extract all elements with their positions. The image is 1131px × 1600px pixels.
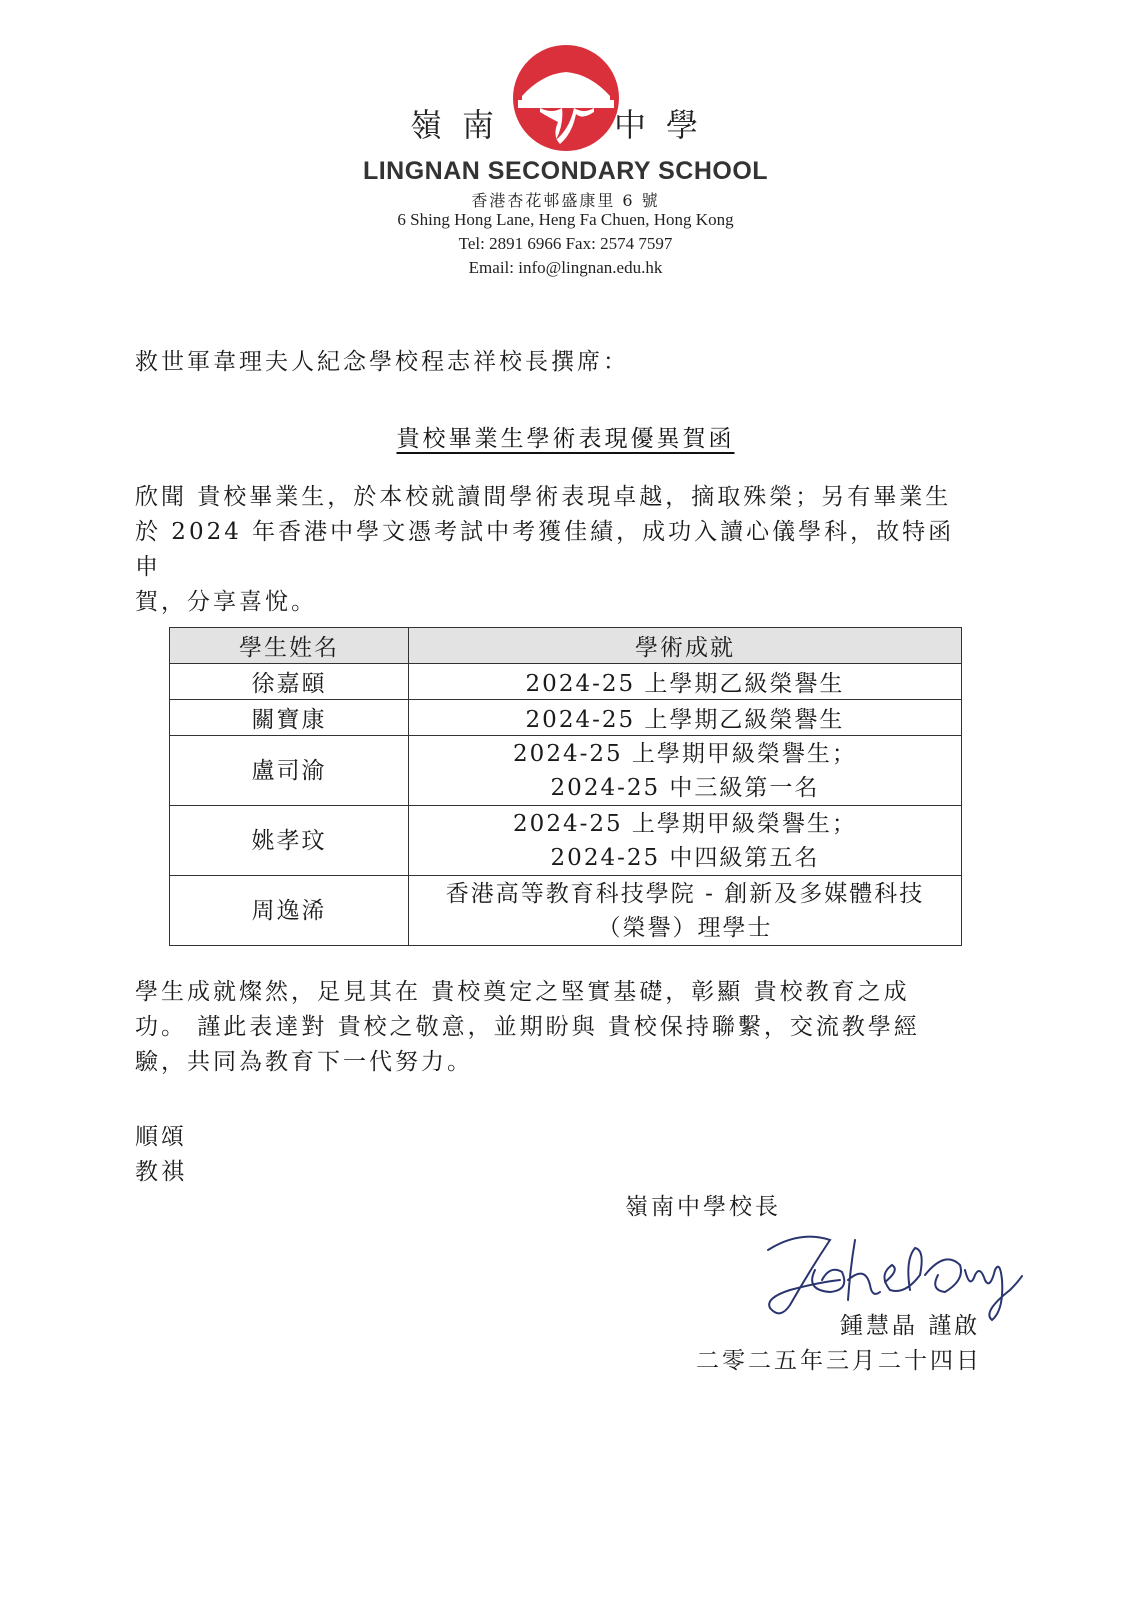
table-row bbox=[170, 664, 962, 700]
achievement-line: 2024-25 上學期乙級榮譽生 bbox=[525, 707, 845, 733]
closing-paragraph bbox=[135, 975, 975, 1080]
achievement-cell bbox=[409, 806, 962, 876]
intro-line-3: 賀，分享喜悅。 bbox=[135, 589, 317, 615]
closing-line-3: 驗，共同為教育下一代努力。 bbox=[135, 1049, 473, 1075]
school-name-cn-char-2: 南 bbox=[462, 106, 495, 144]
achievement-line: 2024-25 上學期乙級榮譽生 bbox=[525, 671, 845, 697]
achievement-table bbox=[169, 627, 962, 946]
school-name-cn-char-3: 中 bbox=[614, 106, 647, 144]
achievement-line: 香港高等教育科技學院 - 創新及多媒體科技 bbox=[445, 880, 925, 907]
achievement-cell bbox=[409, 736, 962, 806]
intro-line-1: 欣聞 貴校畢業生，於本校就讀間學術表現卓越，摘取殊榮；另有畢業生 bbox=[135, 484, 952, 510]
achievement-cell bbox=[409, 700, 962, 736]
sender-name: 鍾慧晶 謹啟 bbox=[840, 1313, 981, 1339]
student-name: 關寶康 bbox=[170, 700, 409, 736]
achievement-line: 2024-25 上學期甲級榮譽生； bbox=[513, 740, 857, 767]
table-row bbox=[170, 700, 962, 736]
letter-date: 二零二五年三月二十四日 bbox=[696, 1348, 982, 1374]
regards-line-2: 教祺 bbox=[135, 1159, 187, 1185]
achievement-cell bbox=[409, 664, 962, 700]
sender-title: 嶺南中學校長 bbox=[625, 1194, 781, 1220]
letter-subject bbox=[0, 420, 1131, 453]
contact-line: Tel: 2891 6966 Fax: 2574 7597 bbox=[458, 234, 673, 253]
header-achievement: 學術成就 bbox=[409, 628, 962, 664]
student-name: 盧司渝 bbox=[170, 736, 409, 806]
school-logo-icon bbox=[512, 44, 620, 152]
table-row bbox=[170, 806, 962, 876]
school-name-en: LINGNAN SECONDARY SCHOOL bbox=[362, 157, 769, 185]
table-row bbox=[170, 876, 962, 946]
regards-line-1: 順頌 bbox=[135, 1124, 187, 1150]
table-header-row bbox=[170, 628, 962, 664]
table-row bbox=[170, 736, 962, 806]
intro-line-2: 於 2024 年香港中學文憑考試中考獲佳績，成功入讀心儀學科，故特函申 bbox=[135, 519, 955, 580]
achievement-cell bbox=[409, 876, 962, 946]
closing-line-1: 學生成就燦然，足見其在 貴校奠定之堅實基礎，彰顯 貴校教育之成 bbox=[135, 979, 910, 1005]
achievement-line: （榮譽）理學士 bbox=[597, 914, 773, 941]
student-name: 徐嘉頤 bbox=[170, 664, 409, 700]
address-cn: 香港杏花邨盛康里 6 號 bbox=[471, 191, 660, 210]
letter-subject-text: 貴校畢業生學術表現優異賀函 bbox=[396, 426, 735, 452]
closing-line-2: 功。 謹此表達對 貴校之敬意，並期盼與 貴校保持聯繫，交流教學經 bbox=[135, 1014, 920, 1040]
salutation: 救世軍韋理夫人紀念學校程志祥校長撰席： bbox=[135, 349, 629, 375]
achievement-line: 2024-25 上學期甲級榮譽生； bbox=[513, 810, 857, 837]
intro-paragraph bbox=[135, 480, 975, 620]
student-name: 姚孝玟 bbox=[170, 806, 409, 876]
header-student-name: 學生姓名 bbox=[170, 628, 409, 664]
student-name: 周逸浠 bbox=[170, 876, 409, 946]
email-line: Email: info@lingnan.edu.hk bbox=[468, 258, 663, 277]
school-name-cn-char-4: 學 bbox=[666, 106, 699, 144]
achievement-line: 2024-25 中四級第五名 bbox=[550, 844, 820, 871]
address-en: 6 Shing Hong Lane, Heng Fa Chuen, Hong Kong bbox=[397, 210, 734, 229]
school-name-cn-char-1: 嶺 bbox=[410, 106, 443, 144]
achievement-line: 2024-25 中三級第一名 bbox=[550, 774, 820, 801]
